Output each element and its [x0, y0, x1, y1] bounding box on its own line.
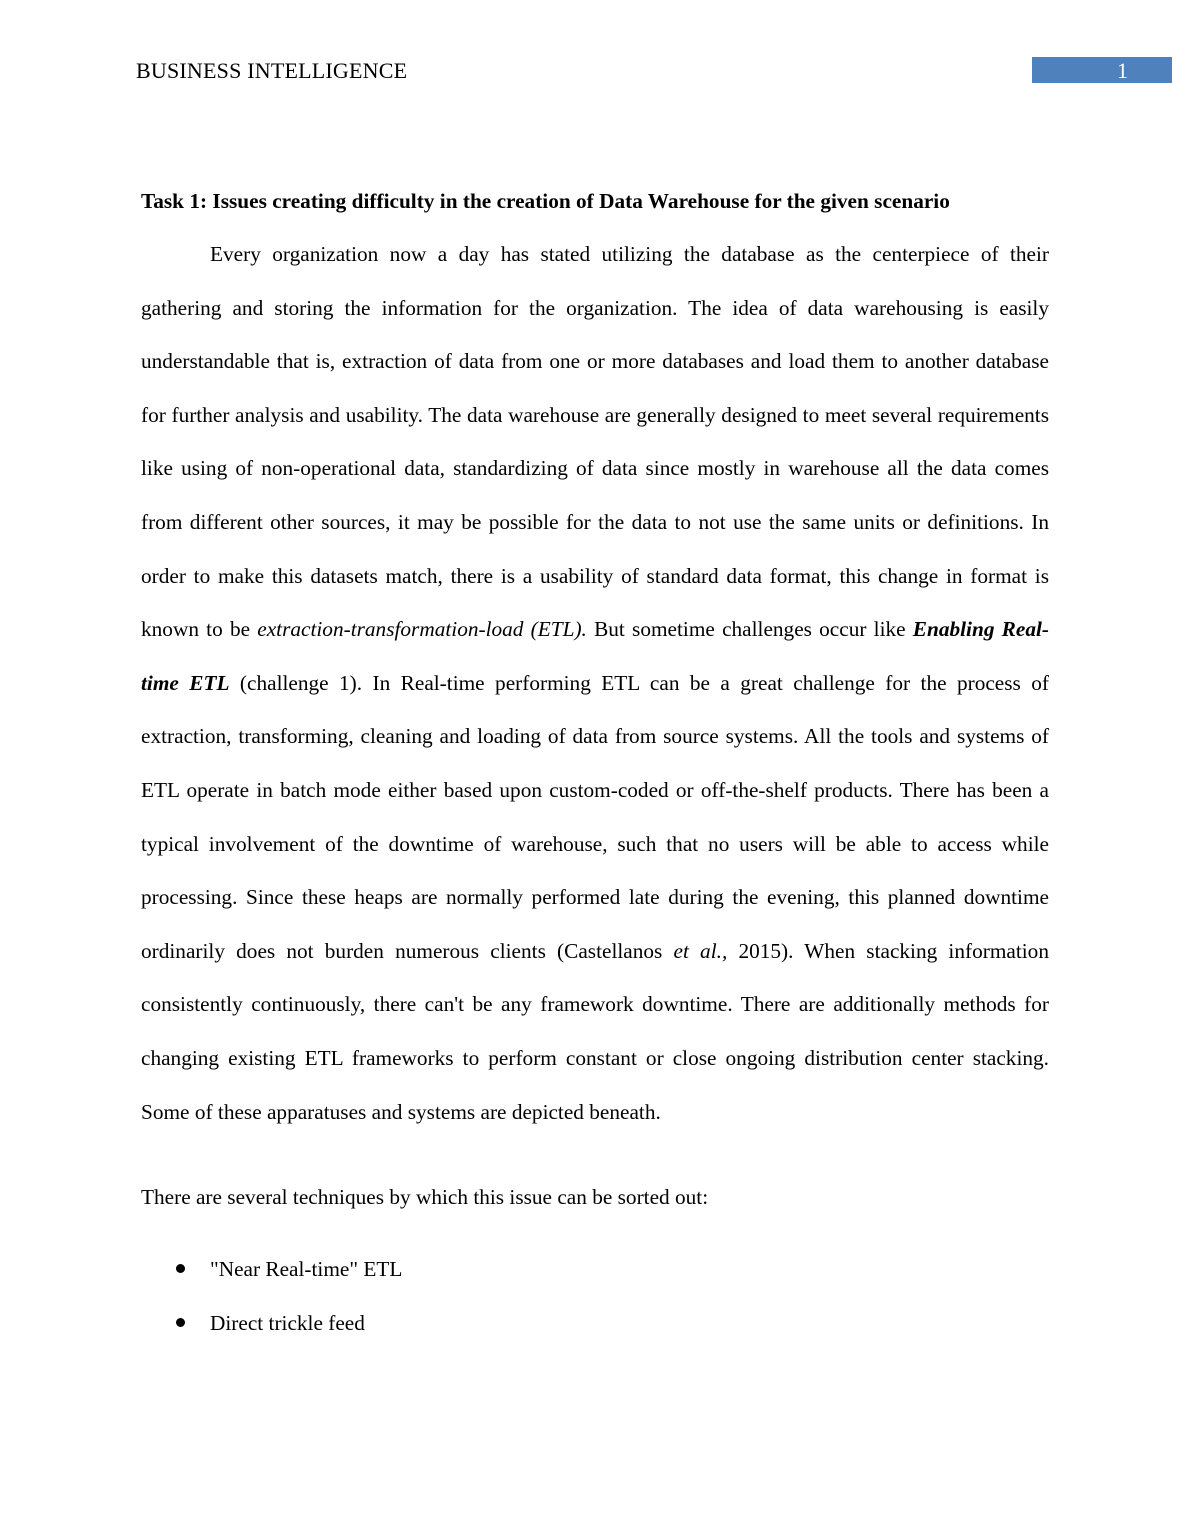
- page-number: 1: [1117, 58, 1128, 83]
- bullet-icon: [176, 1318, 185, 1327]
- list-item: [141, 1255, 1049, 1283]
- techniques-intro: There are several techniques by which this issue can be sorted out:: [141, 1185, 709, 1210]
- main-paragraph: [141, 228, 1049, 1139]
- running-header-title: BUSINESS INTELLIGENCE: [136, 58, 408, 83]
- paragraph-text-4: 2015). When stacking information consistently continuously, there can't be any framework downtime. There are additionally methods for changing existing ETL frameworks to perform constant or close ongoing distribution center stacking. Some of these apparatuses and systems are depicted beneath.: [141, 938, 1049, 1124]
- document-body: [141, 184, 1049, 1363]
- list-item-text: "Near Real-time" ETL: [210, 1257, 403, 1282]
- paragraph-text-2: But sometime challenges occur like: [586, 617, 913, 642]
- etl-term: extraction-transformation-load (ETL).: [257, 617, 587, 642]
- citation-et-al: et al.,: [673, 938, 728, 963]
- paragraph-text-3: (challenge 1). In Real-time performing ETL can be a great challenge for the process of extraction, transforming, cleaning and loading of data from source systems. All the tools and systems of ETL operate in batch mode either based upon custom-coded or off-the-shelf products. There has been a typical involvement of the downtime of warehouse, such that no users will be able to access while processing. Since these heaps are normally performed late during the evening, this planned downtime ordinarily does not burden numerous clients (Castellanos: [141, 670, 1049, 963]
- techniques-list: [141, 1255, 1049, 1337]
- page-number-badge: [1032, 57, 1172, 83]
- task-heading: Task 1: Issues creating difficulty in the creation of Data Warehouse for the given scenario: [141, 189, 950, 213]
- challenge-term: Enabling Real-time ETL: [141, 617, 1049, 695]
- list-item: [141, 1309, 1049, 1337]
- bullet-icon: [176, 1264, 185, 1273]
- paragraph-text-1: Every organization now a day has stated utilizing the database as the centerpiece of their gathering and storing the information for the organization. The idea of data warehousing is easily understandable that is, extraction of data from one or more databases and load them to another database for further analysis and usability. The data warehouse are generally designed to meet several requirements like using of non-operational data, standardizing of data since mostly in warehouse all the data comes from different other sources, it may be possible for the data to not use the same units or definitions. In order to make this datasets match, there is a usability of standard data format, this change in format is known to be: [141, 242, 1049, 642]
- list-item-text: Direct trickle feed: [210, 1311, 365, 1336]
